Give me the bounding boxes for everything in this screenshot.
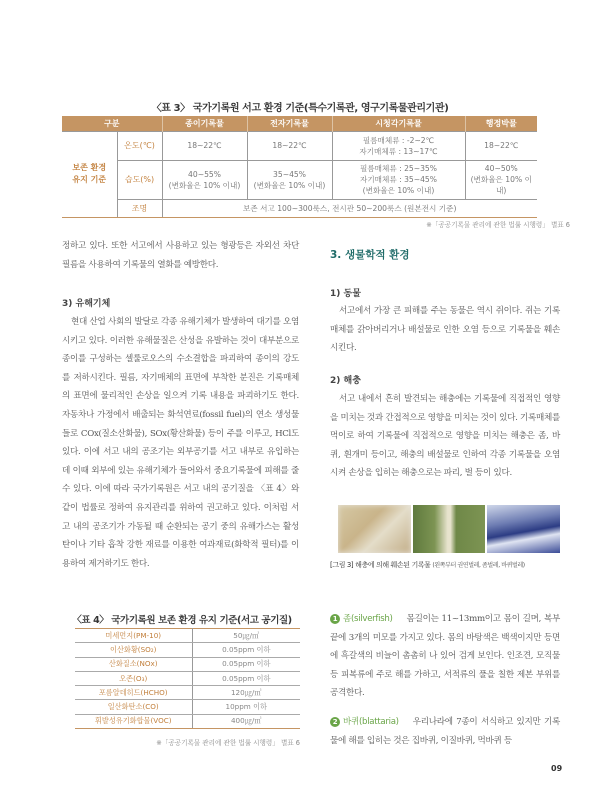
left-paragraph-1: 정하고 있다. 또한 서고에서 사용하고 있는 형광등은 자외선 차단 필름을 사용하여 기록물의 열화를 예방한다. xyxy=(62,241,299,270)
table4-source: ※「공공기록물 관리에 관한 법률 시행령」 별표 6 xyxy=(156,739,300,747)
table-row xyxy=(75,700,300,714)
table3-light-value: 보존 서고 100~300룩스, 전시관 50~200룩스 (원본전시 기준) xyxy=(162,199,537,217)
table3-row-humidity-label: 습도(%) xyxy=(117,160,162,199)
table3-humidity-electronic: 35~45% (변화율은 10% 이내) xyxy=(247,160,332,199)
table3-temp-electronic: 18~22℃ xyxy=(247,131,332,160)
figure-caption: [그림 3] 해충에 의해 훼손된 기록물 (왼쪽부터 권연벌레, 좀벌레, 바퀴벌레) xyxy=(330,561,525,569)
table-row xyxy=(75,657,300,671)
table3-header-admin: 행정박물 xyxy=(465,116,537,131)
section-title: 3. 생물학적 환경 xyxy=(330,249,410,261)
table-row xyxy=(75,629,300,643)
table3-header-category: 구분 xyxy=(62,116,162,131)
table3-header-paper: 종이기록물 xyxy=(162,116,247,131)
table4-value: 50㎍/㎥ xyxy=(192,629,300,643)
table3-row-temp-label: 온도(℃) xyxy=(117,131,162,160)
table4-value: 0.05ppm 이하 xyxy=(192,657,300,671)
animal-heading: 1) 동물 xyxy=(330,289,361,299)
photo-cockroach-damage xyxy=(487,505,560,553)
table4-value: 0.05ppm 이하 xyxy=(192,671,300,685)
animal-paragraph: 서고에서 가장 큰 피해를 주는 동물은 역시 쥐이다. 쥐는 기록매체를 갉아버리거나 배설물로 인한 오염 등으로 기록물을 훼손시킨다. xyxy=(330,306,560,354)
insect-heading: 2) 해충 xyxy=(330,376,361,386)
harmful-gas-heading: 3) 유해기체 xyxy=(62,299,111,309)
insect-paragraph: 서고 내에서 흔히 발견되는 해충에는 기록물에 직접적인 영향을 미치는 것과 간접적으로 영향을 미치는 것이 있다. 기록매체를 먹이로 하여 기록물에 직접적으로 영향을 미치는 해충은 좀, 바퀴, 흰개미 등이고, 해충의 배설물로 인하여 각종 기록물을 오염시켜 손상을 입히는 해충으로는 파리, 벌 등이 있다. xyxy=(330,394,560,479)
table4-item: 일산화탄소(CO) xyxy=(75,700,192,714)
photo-silverfish-damage xyxy=(413,505,486,553)
photo-tobacco-beetle-damage xyxy=(338,505,411,553)
table4-value: 120㎍/㎥ xyxy=(192,686,300,700)
table3-temp-av: 필름매체류 : -2~2℃ 자기매체류 : 13~17℃ xyxy=(332,131,465,160)
table-row xyxy=(75,643,300,657)
figure-damaged-records xyxy=(338,505,560,553)
table3-header-electronic: 전자기록물 xyxy=(247,116,332,131)
page-number: 09 xyxy=(551,764,563,773)
table4-value: 400㎍/㎥ xyxy=(192,714,300,728)
table4-title: 〈표 4〉 국가기록원 보존 환경 유지 기준(서고 공기질) xyxy=(72,615,292,626)
silverfish-label: 좀(silverfish) xyxy=(343,614,393,624)
table3-row-light-label: 조명 xyxy=(117,199,162,217)
table4-item: 포름알데히드(HCHO) xyxy=(75,686,192,700)
silverfish-paragraph: 1 좀(silverfish) 몸길이는 11~13mm이고 몸이 길며, 복부 끝에 3개의 미모를 가지고 있다. 몸의 바탕색은 백색이지만 등면에 흑갈색의 비늘이 촘촘히 나 있어 검게 보인다. 인조견, 모직물 등 피복류에 주로 해를 가하고, 서적류의 풀을 칠한 제본 부위를 공격한다. xyxy=(330,614,560,699)
table4-item: 휘발성유기화합물(VOC) xyxy=(75,714,192,728)
table3-humidity-admin: 40~50% (변화율은 10% 이내) xyxy=(465,160,537,199)
table4-value: 0.05ppm 이하 xyxy=(192,643,300,657)
number-2-icon: 2 xyxy=(330,717,340,727)
table4-item: 오존(O₃) xyxy=(75,671,192,685)
cockroach-label: 바퀴(blattaria) xyxy=(343,717,399,727)
table3-group-label: 보존 환경 유지 기준 xyxy=(62,131,117,217)
table4-air-quality xyxy=(75,628,300,729)
table3-title: 〈표 3〉 국가기록원 서고 환경 기준(특수기록관, 영구기록물관리기관) xyxy=(151,103,449,114)
table3-storage-environment xyxy=(62,116,537,218)
table4-value: 10ppm 이하 xyxy=(192,700,300,714)
table3-humidity-av: 필름매체류 : 25~35% 자기매체류 : 35~45% (변화율은 10% 이내) xyxy=(332,160,465,199)
table4-item: 미세먼지(PM-10) xyxy=(75,629,192,643)
table3-source: ※「공공기록물 관리에 관한 법률 시행령」 별표 6 xyxy=(426,221,570,229)
table-row xyxy=(75,671,300,685)
table3-header-av: 시청각기록물 xyxy=(332,116,465,131)
number-1-icon: 1 xyxy=(330,614,340,624)
table3-temp-paper: 18~22℃ xyxy=(162,131,247,160)
cockroach-paragraph: 2 바퀴(blattaria) 우리나라에 7종이 서식하고 있지만 기록물에 해를 입히는 것은 집바퀴, 이질바퀴, 먹바퀴 등 xyxy=(330,717,560,746)
table-row xyxy=(75,714,300,728)
table4-item: 산화질소(NOx) xyxy=(75,657,192,671)
table-row xyxy=(75,686,300,700)
table3-humidity-paper: 40~55% (변화율은 10% 이내) xyxy=(162,160,247,199)
table4-item: 이산화황(SO₂) xyxy=(75,643,192,657)
table3-temp-admin: 18~22℃ xyxy=(465,131,537,160)
left-paragraph-2: 현대 산업 사회의 발달로 각종 유해기체가 발생하여 대기를 오염시키고 있다. 이러한 유해물질은 산성을 유발하는 것이 대부분으로 종이를 구성하는 셀룰로오스의 수소결합을 파괴하여 종이의 강도를 저하시킨다. 필름, 자기매체의 표면에 부착한 분진은 기록매체의 표면에 물리적인 손상을 일으켜 기록 내용을 파괴하기도 한다. 자동차나 가정에서 배출되는 화석연료(fossil fuel)의 연소 생성물들로 COx(질소산화물), SOx(황산화물) 등이 주를 이루고, HCl도 있다. 이에 서고 내의 공조기는 외부공기를 서고 내부로 유입하는데 이때 외부에 있는 유해기체가 들어와서 중요기록물에 피해를 줄 수 있다. 이에 따라 국가기록원은 서고 내의 공기질을 〈표 4〉와 같이 법률로 정하여 유지관리를 위하여 권고하고 있다. 이처럼 서고 내의 공조기가 가동될 때 순환되는 공기 중의 유해가스는 활성탄이나 기타 흡착 강한 재료를 이용한 여과재료(화학적 필터)를 이용하여 제거하기도 한다. xyxy=(62,317,299,569)
